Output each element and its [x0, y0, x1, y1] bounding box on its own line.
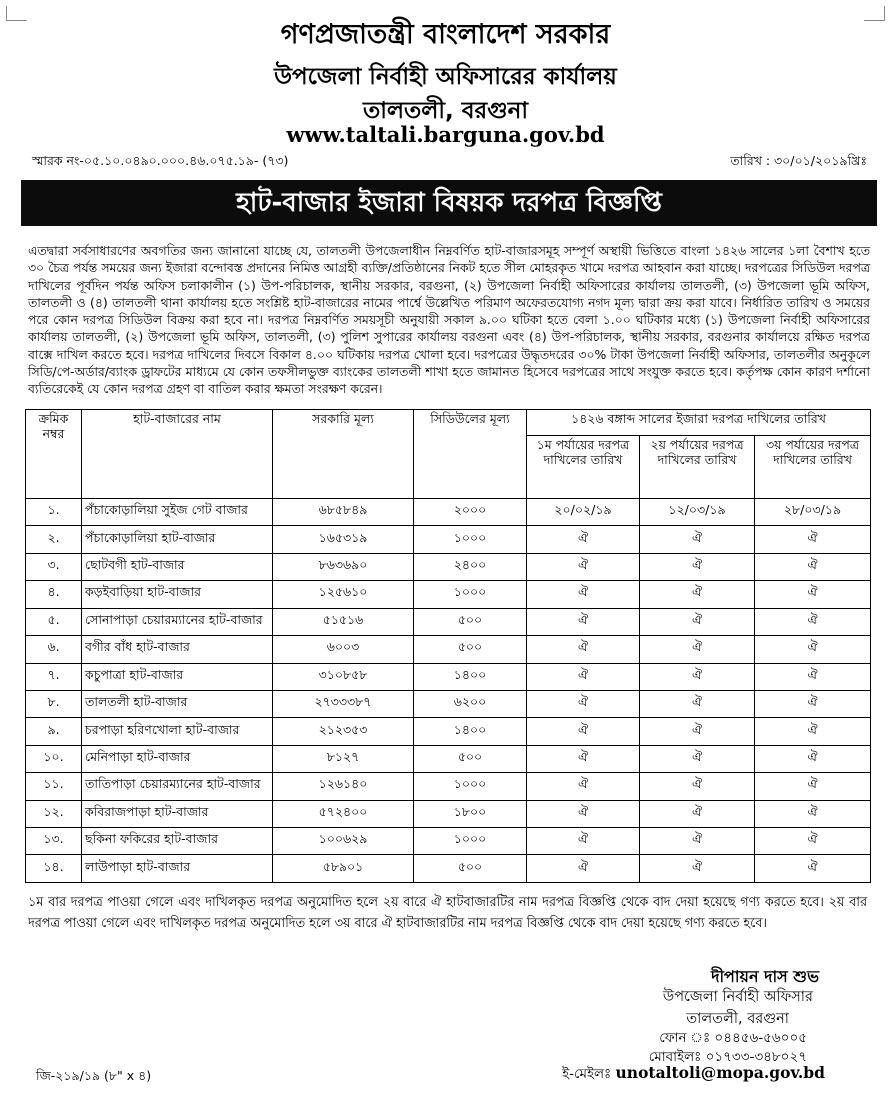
col-phase1-header: ১ম পর্যায়ের দরপত্র দাখিলের তারিখ: [527, 436, 640, 499]
cell-schedule-price: ৫০০: [414, 636, 527, 663]
email-link[interactable]: unotaltoli@mopa.gov.bd: [615, 1063, 825, 1082]
tender-table: [25, 409, 871, 883]
cell-phase2: ঐ: [640, 773, 755, 800]
cell-govt-price: ২৭৩৩৩৮৭: [273, 690, 414, 717]
cell-phase1: ঐ: [527, 526, 640, 553]
cell-govt-price: ৮৬৩৬৯০: [273, 553, 414, 580]
cell-phase2: ঐ: [640, 718, 755, 745]
cell-name: ছকিনা ফকিরের হাট-বাজার: [82, 828, 273, 855]
signatory-phone: ফোন ঃ ০৪৪৫৬-৫৬০০৫: [659, 1030, 807, 1046]
cell-phase2: ঐ: [640, 828, 755, 855]
memo-number: স্মারক নং-০৫.১০.০৪৯০.০০০.৪৬.০৭৫.১৯- (৭৩): [32, 153, 289, 168]
memo-date: তারিখ : ৩০/০১/২০১৯খ্রিঃ: [730, 153, 867, 168]
cell-phase3: ঐ: [755, 773, 871, 800]
cell-phase1: ঐ: [527, 553, 640, 580]
table-row: [26, 663, 871, 690]
cell-govt-price: ১২৬১৪০: [273, 773, 414, 800]
cell-name: কবিরাজপাড়া হাট-বাজার: [82, 800, 273, 827]
cell-name: কচুপাত্রা হাট-বাজার: [82, 663, 273, 690]
cell-name: তালতলী হাট-বাজার: [82, 690, 273, 717]
cell-serial: ৪.: [26, 581, 82, 608]
cell-phase3: ঐ: [755, 636, 871, 663]
cell-name: পঁচাকোড়ালিয়া সুইজ গেট বাজার: [82, 499, 273, 526]
cell-serial: ১১.: [26, 773, 82, 800]
location-heading: তালতলী, বরগুনা: [362, 98, 529, 124]
cell-phase1: ঐ: [527, 608, 640, 635]
office-heading: উপজেলা নির্বাহী অফিসারের কার্যালয়: [274, 64, 617, 90]
cell-name: লাউপাড়া হাট-বাজার: [82, 855, 273, 883]
cell-phase1: ঐ: [527, 663, 640, 690]
cell-schedule-price: ৫০০: [414, 745, 527, 772]
notice-document: [6, 6, 885, 1095]
cell-phase3: ঐ: [755, 608, 871, 635]
cell-phase2: ঐ: [640, 636, 755, 663]
cell-schedule-price: ৬২০০: [414, 690, 527, 717]
cell-phase3: ঐ: [755, 718, 871, 745]
col-phase3-header: ৩য় পর্যায়ের দরপত্র দাখিলের তারিখ: [755, 436, 871, 499]
cell-phase2: ঐ: [640, 690, 755, 717]
memo-row: [32, 153, 867, 173]
cell-phase3: ঐ: [755, 800, 871, 827]
website-link[interactable]: www.taltali.barguna.gov.bd: [286, 122, 605, 147]
cell-schedule-price: ২৪০০: [414, 553, 527, 580]
cell-phase3: ঐ: [755, 690, 871, 717]
cell-phase2: ঐ: [640, 608, 755, 635]
cell-schedule-price: ৫০০: [414, 608, 527, 635]
col-serial-header: ক্রমিক নম্বর: [26, 410, 82, 499]
cell-phase2: ঐ: [640, 663, 755, 690]
cell-serial: ২.: [26, 526, 82, 553]
cell-name: চরপাড়া হরিণখোলা হাট-বাজার: [82, 718, 273, 745]
ad-code: জি-২১৯/১৯ (৮" x ৪): [36, 1068, 152, 1083]
cell-phase2: ঐ: [640, 800, 755, 827]
cell-phase3: ২৮/০৩/১৯: [755, 499, 871, 526]
cell-serial: ১৩.: [26, 828, 82, 855]
cell-serial: ১৪.: [26, 855, 82, 883]
table-row: [26, 526, 871, 553]
cell-phase1: ঐ: [527, 745, 640, 772]
cell-schedule-price: ২০০০: [414, 499, 527, 526]
cell-schedule-price: ১০০০: [414, 828, 527, 855]
signatory-mobile: মোবাইলঃ ০১৭৩৩-৩৪৮০২৭: [648, 1049, 807, 1065]
cell-govt-price: ১০০৬২৯: [273, 828, 414, 855]
table-row: [26, 800, 871, 827]
cell-phase2: ঐ: [640, 745, 755, 772]
cell-name: তাতিপাড়া চেয়ারম্যানের হাট-বাজার: [82, 773, 273, 800]
cell-name: কড়ইবাড়িয়া হাট-বাজার: [82, 581, 273, 608]
signatory-name: দীপায়ন দাস শুভ: [711, 967, 819, 986]
col-name-header: হাট-বাজারের নাম: [82, 410, 273, 499]
cell-schedule-price: ১৪০০: [414, 718, 527, 745]
cell-schedule-price: ১৪০০: [414, 663, 527, 690]
cell-name: সোনাপাড়া চেয়ারম্যানের হাট-বাজার: [82, 608, 273, 635]
cell-name: পঁচাকোড়ালিয়া হাট-বাজার: [82, 526, 273, 553]
cell-name: বগীর বাঁধ হাট-বাজার: [82, 636, 273, 663]
footnote: ১ম বার দরপত্র পাওয়া গেলে এবং দাখিলকৃত দরপত্র অনুমোদিত হলে ২য় বারে ঐ হাটবাজারটির নাম দরপত্র বিজ্ঞপ্তি থেকে বাদ দেয়া হয়েছে গণ্য করতে হবে। ২য় বার দরপত্র পাওয়া গেলে এবং দাখিলকৃত দরপত্র অনুমোদিত হলে ৩য় বারে ঐ হাটবাজারটির নাম দরপত্র বিজ্ঞপ্তি থেকে বাদ দেয়া হয়েছে গণ্য করতে হবে।: [28, 895, 867, 931]
table-row: [26, 773, 871, 800]
cell-phase3: ঐ: [755, 526, 871, 553]
cell-serial: ৩.: [26, 553, 82, 580]
table-row: [26, 581, 871, 608]
cell-phase1: ঐ: [527, 828, 640, 855]
cell-phase1: ঐ: [527, 690, 640, 717]
cell-phase3: ঐ: [755, 581, 871, 608]
cell-serial: ৯.: [26, 718, 82, 745]
table-row: [26, 499, 871, 526]
notice-title: হাট-বাজার ইজারা বিষয়ক দরপত্র বিজ্ঞপ্তি: [21, 180, 877, 226]
govt-heading: গণপ্রজাতন্ত্রী বাংলাদেশ সরকার: [280, 19, 611, 50]
cell-schedule-price: ১০০০: [414, 581, 527, 608]
signatory-email-line: [562, 1063, 825, 1086]
cell-govt-price: ৮১২৭: [273, 745, 414, 772]
cell-schedule-price: ৫০০: [414, 855, 527, 883]
table-row: [26, 553, 871, 580]
signatory-place: তালতলী, বরগুনা: [686, 1011, 789, 1027]
cell-serial: ১.: [26, 499, 82, 526]
col-schedule-price-header: সিডিউলের মূল্য: [414, 410, 527, 499]
col-dates-group-header: ১৪২৬ বঙ্গাব্দ সালের ইজারা দরপত্র দাখিলের তারিখ: [527, 410, 871, 436]
col-govt-price-header: সরকারি মূল্য: [273, 410, 414, 499]
cell-govt-price: ১৬৫৩১৯: [273, 526, 414, 553]
cell-govt-price: ৫৭২৪০০: [273, 800, 414, 827]
signatory-designation: উপজেলা নির্বাহী অফিসার: [662, 989, 813, 1005]
cell-govt-price: ৬৮৫৮৪৯: [273, 499, 414, 526]
cell-serial: ৬.: [26, 636, 82, 663]
cell-phase3: ঐ: [755, 828, 871, 855]
cell-phase1: ঐ: [527, 636, 640, 663]
notice-paragraph: এতদ্বারা সর্বসাধারণের অবগতির জন্য জানানো যাচ্ছে যে, তালতলী উপজেলাধীন নিম্নবর্ণিত হাট-বাজারসমূহ সম্পূর্ণ অস্থায়ী ভিত্তিতে বাংলা ১৪২৬ সালের ১লা বৈশাখ হতে ৩০ চৈত্র পর্যন্ত সময়ের জন্য ইজারা বন্দোবস্ত প্রদানের নিমিত্ত আগ্রহী ব্যক্তি/প্রতিষ্ঠানের নিকট হতে সীল মোহরকৃত খামে দরপত্র আহবান করা যাচ্ছে। দরপত্রের সিডিউল দরপত্র দাখিলের পূর্বদিন পর্যন্ত অফিস চলাকালীন (১) উপ-পরিচালক, স্থানীয় সরকার, বরগুনা, (২) উপজেলা নির্বাহী অফিসারের কার্যালয় তালতলী, (৩) উপজেলা ভূমি অফিস, তালতলী ও (৪) তালতলী থানা কার্যালয় হতে সংশ্লিষ্ট হাট-বাজারের নামের পার্শ্বে উল্লেখিত পরিমাণ অফেরতযোগ্য নগদ মূল্য দ্বারা ক্রয় করা যাবে। নির্ধারিত তারিখ ও সময়ের পরে কোন দরপত্র সিডিউল বিক্রয় করা হবে না। দরপত্র নিম্নবর্ণিত সময়সূচী অনুযায়ী সকাল ৯.০০ ঘটিকা হতে বেলা ১.০০ ঘটিকার মধ্যে (১) উপজেলা নির্বাহী অফিসারের কার্যালয় তালতলী, (২) উপজেলা ভূমি অফিস, তালতলী, (৩) পুলিশ সুপারের কার্যালয় বরগুনা এবং (৪) উপ-পরিচালক, স্থানীয় সরকার, বরগুনার কার্যালয়ে রক্ষিত দরপত্র বাক্সে দাখিল করতে হবে। দরপত্র দাখিলের দিবসে বিকাল ৪.০০ ঘটিকায় দরপত্র খোলা হবে। দরপত্রের উদ্ধৃতদরের ৩০% টাকা উপজেলা নির্বাহী অফিসার, তালতলীর অনুকূলে সিডি/পে-অর্ডার/ব্যাংক ড্রাফটের মাধ্যমে যে কোন তফসীলভুক্ত ব্যাংকের তালতলী শাখা হতে জামানত হিসেবে দরপত্রের সাথে সংযুক্ত করতে হবে। কর্তৃপক্ষ কোন কারণ দর্শানো ব্যতিরেকেই যে কোন দরপত্র গ্রহণ বা বাতিল করার ক্ষমতা সংরক্ষণ করেন।: [28, 243, 870, 397]
table-row: [26, 828, 871, 855]
cell-phase3: ঐ: [755, 745, 871, 772]
col-phase2-header: ২য় পর্যায়ের দরপত্র দাখিলের তারিখ: [640, 436, 755, 499]
cell-phase1: ঐ: [527, 855, 640, 883]
cell-phase1: ঐ: [527, 773, 640, 800]
table-row: [26, 608, 871, 635]
cell-name: মেনিপাড়া হাট-বাজার: [82, 745, 273, 772]
cell-schedule-price: ১৮০০: [414, 800, 527, 827]
cell-govt-price: ২১২৩৫৩: [273, 718, 414, 745]
table-row: [26, 745, 871, 772]
cell-govt-price: ৫৮৯০১: [273, 855, 414, 883]
cell-phase1: ঐ: [527, 800, 640, 827]
table-row: [26, 718, 871, 745]
cell-phase2: ১২/০৩/১৯: [640, 499, 755, 526]
cell-phase2: ঐ: [640, 553, 755, 580]
tender-table-body: [26, 499, 871, 883]
cell-phase1: ঐ: [527, 718, 640, 745]
cell-govt-price: ৬০০৩: [273, 636, 414, 663]
cell-govt-price: ৩১০৮৫৮: [273, 663, 414, 690]
cell-phase2: ঐ: [640, 526, 755, 553]
cell-schedule-price: ১০০০: [414, 773, 527, 800]
cell-phase3: ঐ: [755, 553, 871, 580]
cell-govt-price: ১২৫৬১০: [273, 581, 414, 608]
table-row: [26, 855, 871, 883]
cell-phase1: ২০/০২/১৯: [527, 499, 640, 526]
email-label: ই-মেইলঃ: [562, 1066, 612, 1082]
cell-phase3: ঐ: [755, 855, 871, 883]
cell-serial: ৮.: [26, 690, 82, 717]
cell-serial: ১০.: [26, 745, 82, 772]
cell-phase2: ঐ: [640, 581, 755, 608]
cell-phase1: ঐ: [527, 581, 640, 608]
cell-govt-price: ৫১৫১৬: [273, 608, 414, 635]
table-row: [26, 690, 871, 717]
cell-name: ছোটবগী হাট-বাজার: [82, 553, 273, 580]
cell-phase2: ঐ: [640, 855, 755, 883]
cell-serial: ৭.: [26, 663, 82, 690]
cell-schedule-price: ১০০০: [414, 526, 527, 553]
table-row: [26, 636, 871, 663]
cell-phase3: ঐ: [755, 663, 871, 690]
cell-serial: ১২.: [26, 800, 82, 827]
cell-serial: ৫.: [26, 608, 82, 635]
